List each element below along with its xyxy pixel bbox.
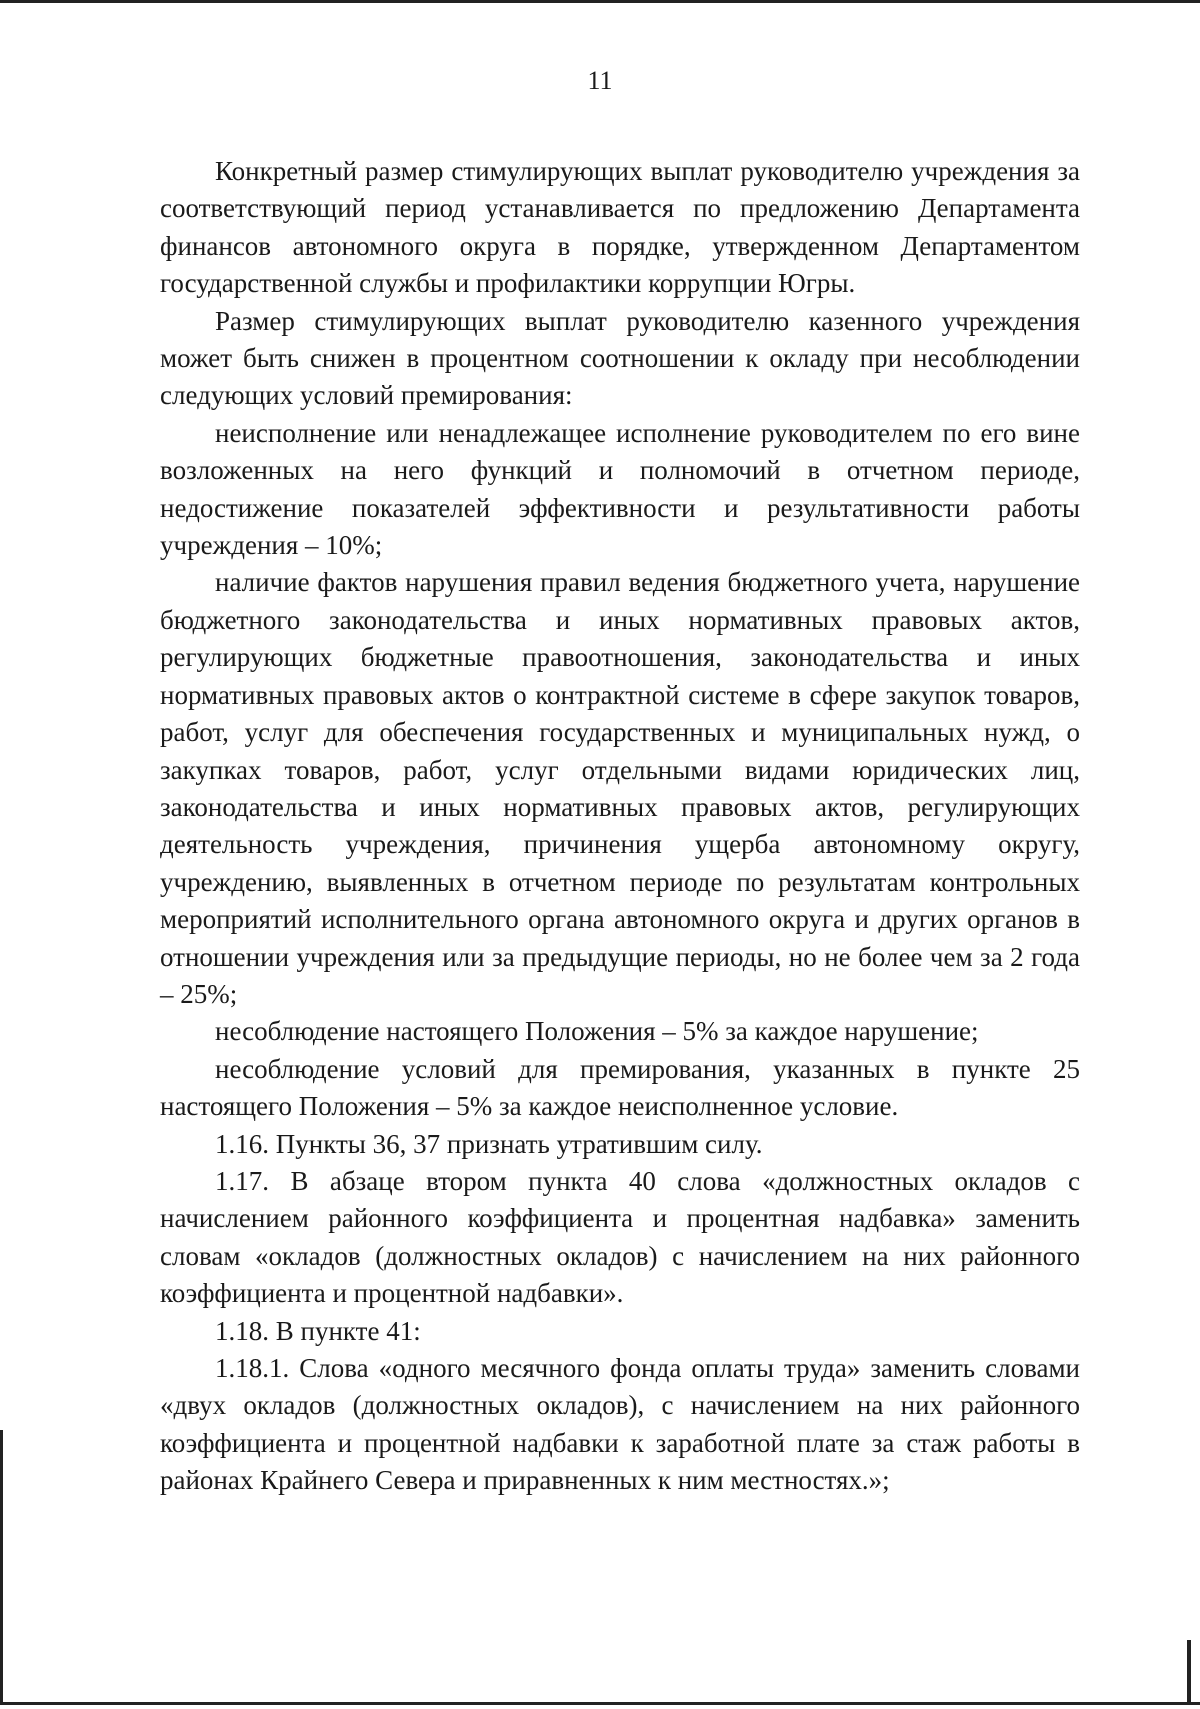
paragraph-director-bonus-size: Конкретный размер стимулирующих выплат руководителю учреждения за соответствующий период устанавливается по предложению Департамента финансов автономного округа в порядке, утвержденном Департаментом государственной службы и профилактики коррупции Югры. <box>160 156 1080 299</box>
scan-right-border <box>1187 1640 1191 1705</box>
paragraph-item-1-17: 1.17. В абзаце втором пункта 40 слова «должностных окладов с начислением районного коэффициента и процентная надбавка» заменить словам «окладов (должностных окладов) с начислением на них районного коэффициента и процентной надбавки». <box>160 1165 1080 1309</box>
paragraph-item-1-18: 1.18. В пункте 41: <box>215 1315 421 1346</box>
scan-left-border <box>0 1430 3 1705</box>
paragraph-condition-clause-25: несоблюдение условий для премирования, указанных в пункте 25 настоящего Положения – 5% за каждое неисполненное условие. <box>160 1053 1080 1122</box>
scan-bottom-border <box>0 1702 1200 1705</box>
paragraph-condition-regulation: несоблюдение настоящего Положения – 5% за каждое нарушение; <box>215 1016 979 1047</box>
document-body <box>160 153 1080 1500</box>
page-number: 11 <box>587 66 613 95</box>
paragraph-item-1-16: 1.16. Пункты 36, 37 признать утратившим силу. <box>215 1128 763 1159</box>
scan-top-border <box>0 0 1200 3</box>
paragraph-bonus-reduction: Размер стимулирующих выплат руководителю казенного учреждения может быть снижен в процентном соотношении к окладу при несоблюдении следующих условий премирования: <box>160 305 1080 411</box>
paragraph-condition-nonperformance: неисполнение или ненадлежащее исполнение руководителем по его вине возложенных на него функций и полномочий в отчетном периоде, недостижение показателей эффективности и результативности работы учреждения – 10%; <box>160 417 1080 561</box>
paragraph-condition-violations: наличие фактов нарушения правил ведения бюджетного учета, нарушение бюджетного законодательства и иных нормативных правовых актов, регулирующих бюджетные правоотношения, законодательства и иных нормативных правовых актов о контрактной системе в сфере закупок товаров, работ, услуг для обеспечения государственных и муниципальных нужд, о закупках товаров, работ, услуг отдельными видами юридических лиц, законодательства и иных нормативных правовых актов, регулирующих деятельность учреждения, причинения ущерба автономному округу, учреждению, выявленных в отчетном периоде по результатам контрольных мероприятий исполнительного органа автономного округа и других органов в отношении учреждения или за предыдущие периоды, но не более чем за 2 года – 25%; <box>160 567 1080 1009</box>
paragraph-item-1-18-1: 1.18.1. Слова «одного месячного фонда оплаты труда» заменить словами «двух окладов (должностных окладов), с начислением на них районного коэффициента и процентной надбавки к заработной плате за стаж работы в районах Крайнего Севера и приравненных к ним местностях.»; <box>160 1353 1080 1496</box>
